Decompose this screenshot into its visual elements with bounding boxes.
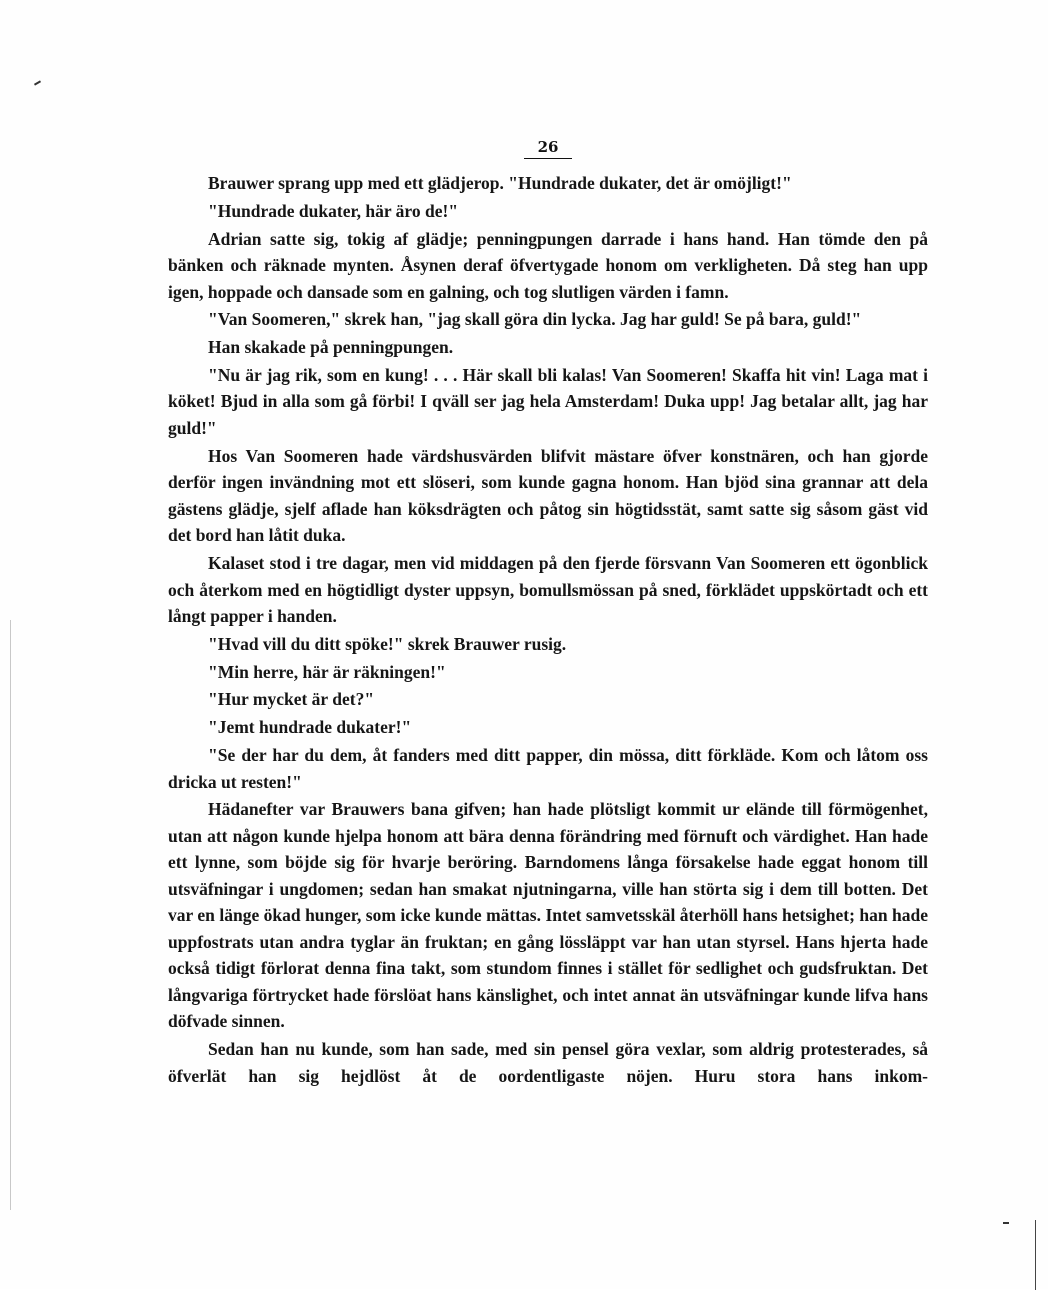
- paragraph: "Hundrade dukater, här äro de!": [208, 200, 459, 221]
- paragraph: Sedan han nu kunde, som han sade, med sin pensel göra vexlar, som aldrig protesterades, så öfverlät han sig hejdlöst åt de oordentligaste nöjen. Huru stora hans inkom-: [168, 1039, 928, 1086]
- paragraph: "Hvad vill du ditt spöke!" skrek Brauwer rusig.: [208, 633, 567, 654]
- paragraph: Brauwer sprang upp med ett glädjerop. "Hundrade dukater, det är omöjligt!": [208, 173, 792, 193]
- paragraph: Han skakade på penningpungen.: [208, 337, 454, 358]
- paragraph: "Van Soomeren," skrek han, "jag skall göra din lycka. Jag har guld! Se på bara, guld!": [208, 309, 862, 330]
- page-number: 26: [524, 138, 572, 159]
- scan-speck: [34, 80, 41, 85]
- paragraph: "Hur mycket är det?": [208, 689, 375, 710]
- paragraph: "Nu är jag rik, som en kung! . . . Här skall bli kalas! Van Soomeren! Skaffa hit vin! Laga mat i köket! Bjud in alla som gå förbi! I qväll ser jag hela Amsterdam! Duka upp! Jag betalar allt, jag har guld!": [168, 364, 928, 438]
- scan-margin-line: [1035, 1220, 1036, 1290]
- paragraph: Hädanefter var Brauwers bana gifven; han hade plötsligt kommit ur elände till förmögenhet, utan att någon kunde hjelpa honom att bära denna förändring med förnuft och värdighet. Han hade ett lynne, som böjde sig för hvarje beröring. Barndomens långa försakelse hade eggat honom till utsväfningar i ungdomen; sedan han smakat njutningarna, ville han störta sig i dem till botten. Det var en länge ökad hunger, som icke kunde mättas. Intet samvetsskäl återhöll hans hetsighet; han hade uppfostrats utan andra tyglar än fruktan; en gång lössläppt var han utan styrsel. Hans hjerta hade också tidigt förlorat denna fina takt, som stundom finnes i stället för sedlighet och gudsfruktan. Det långvariga förtrycket hade förslöat hans känslighet, och intet annat än utsväfningar kunde lifva hans döfvade sinnen.: [168, 799, 928, 1032]
- paragraph: "Jemt hundrade dukater!": [208, 717, 412, 738]
- paragraph: "Se der har du dem, åt fanders med ditt papper, din mössa, ditt förkläde. Kom och låtom oss dricka ut resten!": [168, 745, 928, 792]
- paragraph: Kalaset stod i tre dagar, men vid middagen på den fjerde försvann Van Soomeren ett ögonblick och återkom med en högtidligt dyster uppsyn, bomullsmössan på sned, förklädet uppskörtadt och ett långt papper i handen.: [168, 553, 928, 627]
- scan-speck: [1003, 1222, 1009, 1224]
- paragraph: Hos Van Soomeren hade värdshusvärden blifvit mästare öfver konstnären, och han gjorde derför ingen invändning mot ett slöseri, som kunde gagna honom. Han bjöd sina grannar att dela gästens glädje, sjelf aflade han köksdrägten och påtog sin högtidsstät, samt satte sig såsom gäst vid det bord han låtit duka.: [168, 445, 928, 546]
- scan-margin-line: [10, 620, 11, 1210]
- body-text: [168, 170, 928, 1090]
- paragraph: "Min herre, här är räkningen!": [208, 661, 446, 682]
- paragraph: Adrian satte sig, tokig af glädje; penningpungen darrade i hans hand. Han tömde den på bänken och räknade mynten. Åsynen deraf öfvertygade honom om verkligheten. Då steg han upp igen, hoppade och dansade som en galning, och tog slutligen värden i famn.: [168, 228, 928, 302]
